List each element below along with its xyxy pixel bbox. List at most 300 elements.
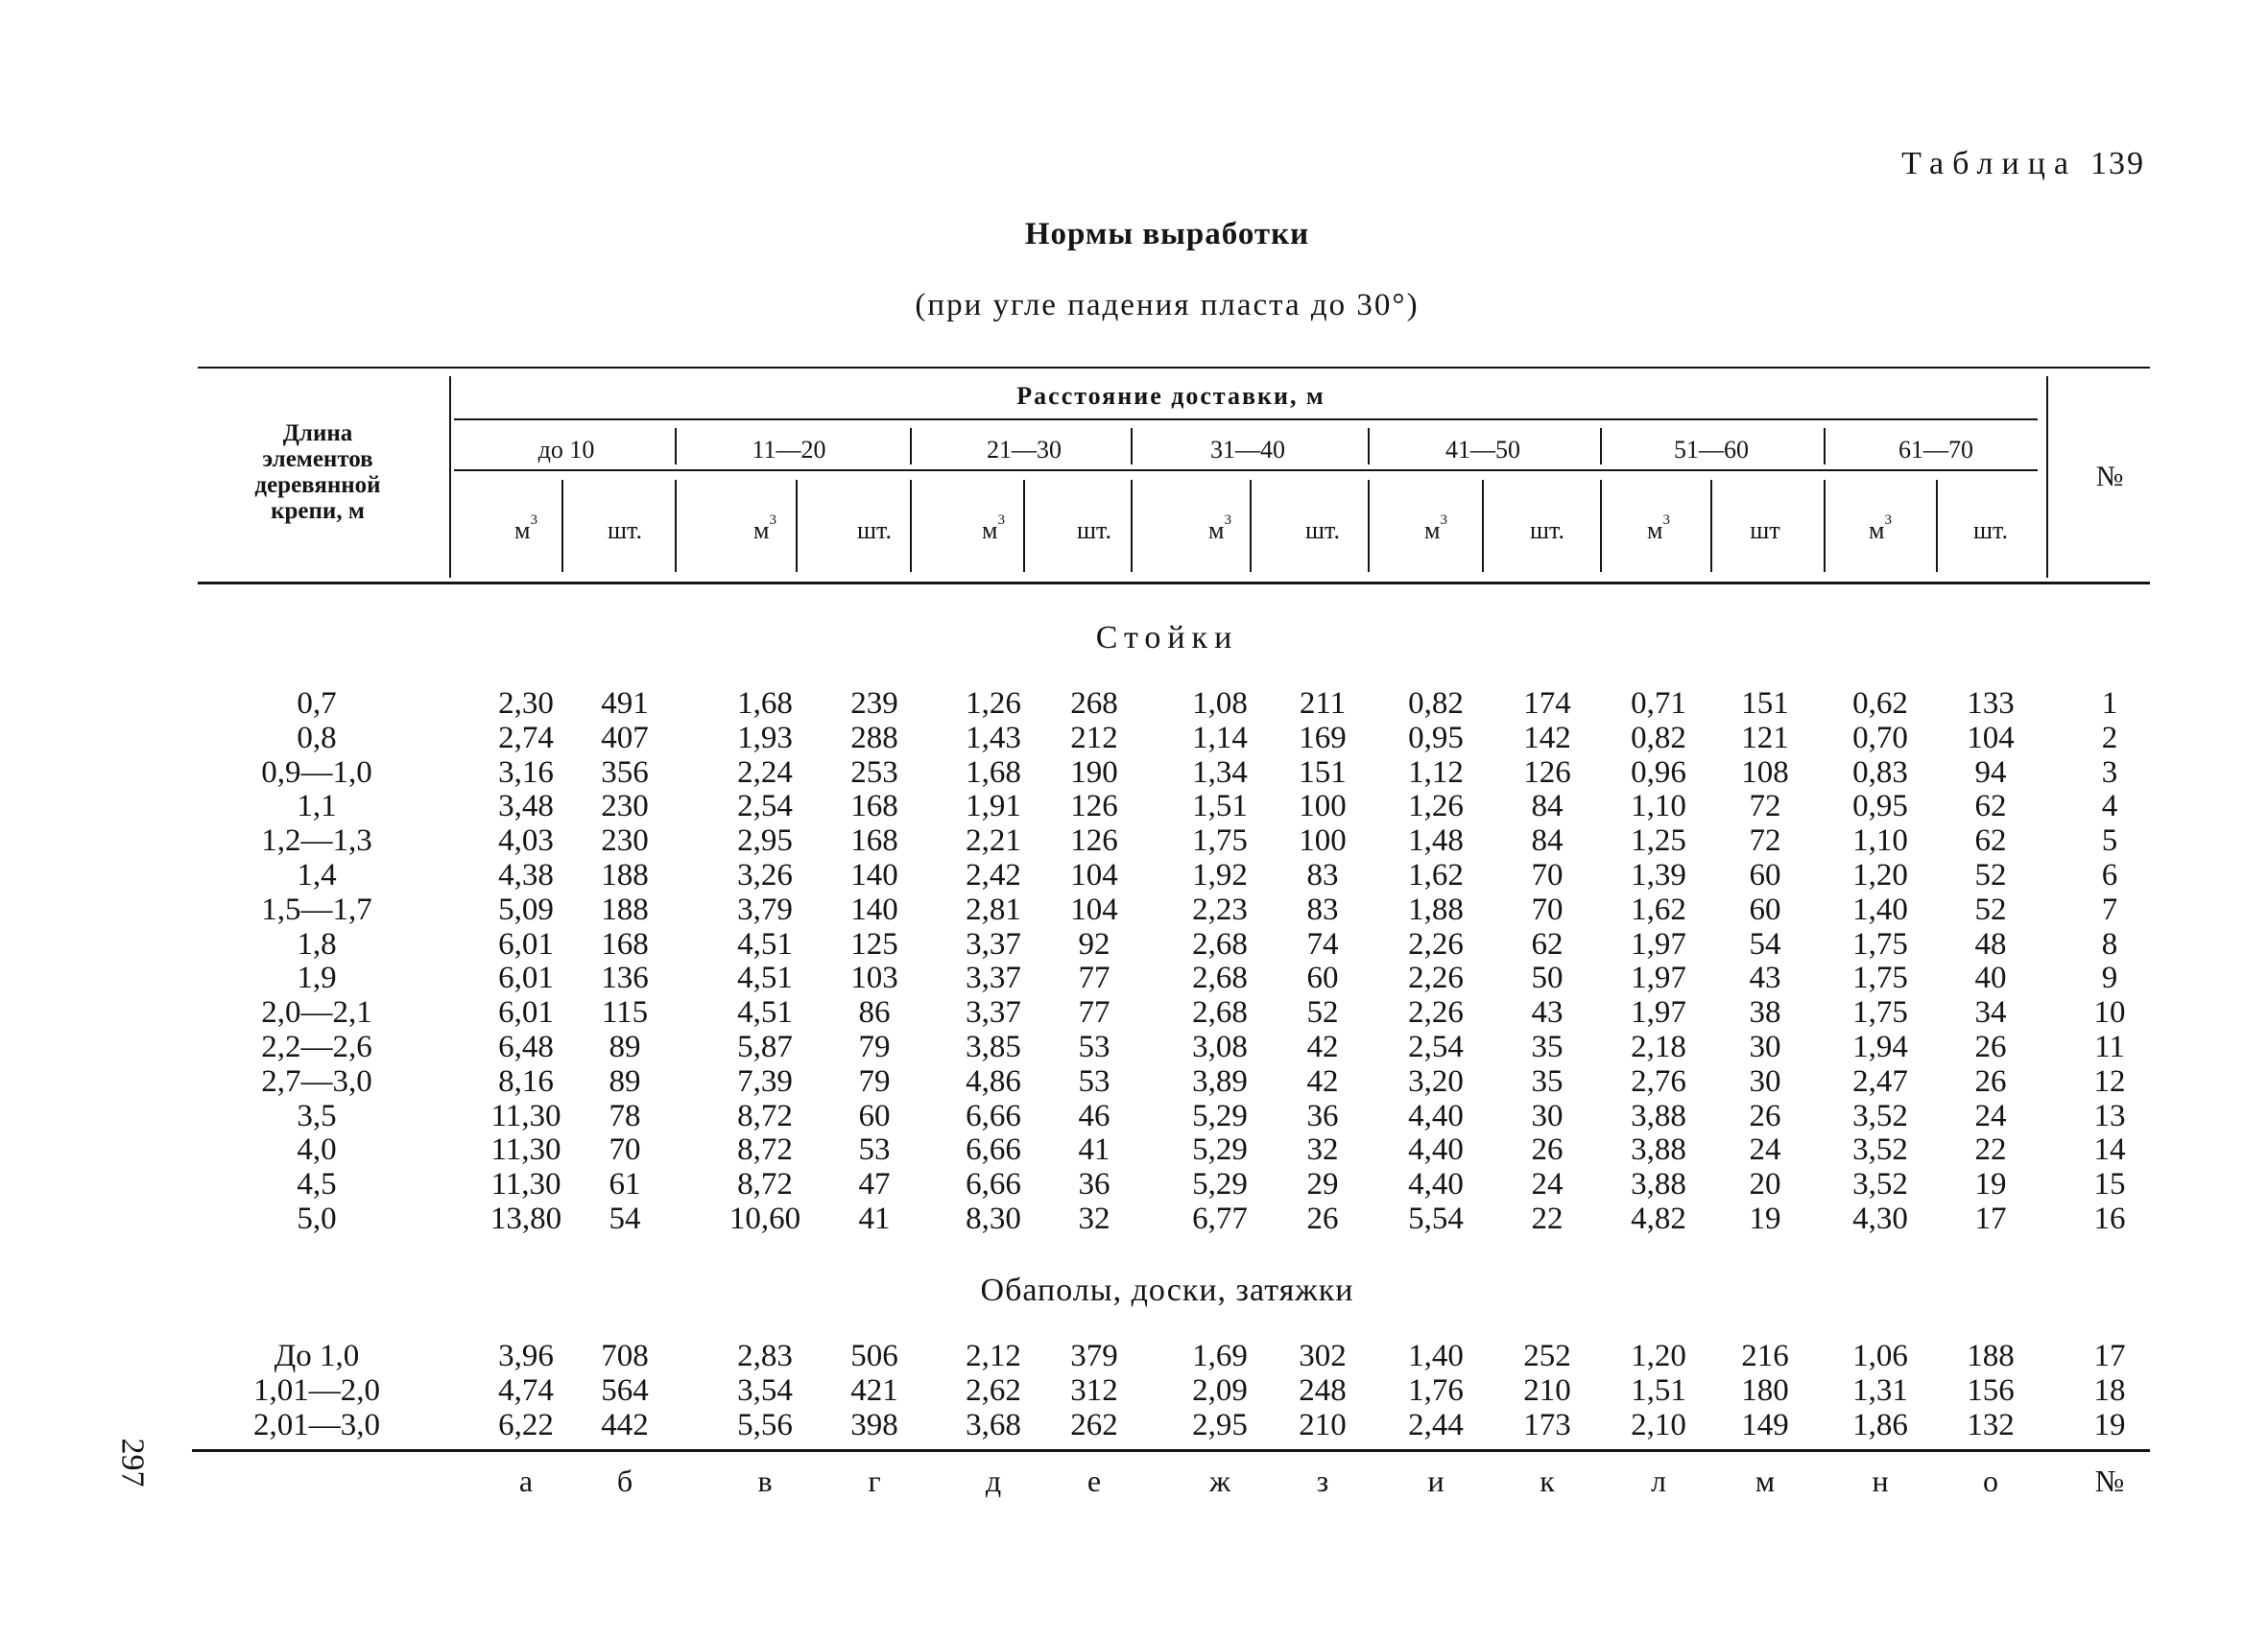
volume-cell: 2,68 — [1192, 995, 1248, 1031]
volume-cell: 1,40 — [1852, 892, 1908, 927]
volume-cell: 4,03 — [498, 823, 554, 859]
count-cell: 168 — [850, 823, 898, 859]
count-cell: 169 — [1299, 720, 1347, 755]
volume-cell: 3,16 — [498, 754, 554, 790]
count-cell: 100 — [1299, 789, 1347, 824]
first-column-header-line: деревянной — [254, 472, 381, 498]
volume-cell: 7,39 — [737, 1063, 793, 1099]
row-number: 6 — [2101, 858, 2118, 893]
volume-cell: 1,43 — [966, 720, 1021, 755]
range-divider — [910, 428, 912, 464]
volume-cell: 3,08 — [1192, 1030, 1248, 1064]
count-cell: 34 — [1974, 995, 2007, 1031]
count-cell: 43 — [1531, 995, 1564, 1031]
volume-cell: 1,62 — [1631, 892, 1686, 927]
unit-header: $м^3$ — [1647, 512, 1670, 544]
volume-cell: 1,86 — [1852, 1407, 1908, 1442]
count-cell: 50 — [1531, 961, 1564, 996]
volume-cell: 3,54 — [737, 1372, 793, 1408]
count-cell: 168 — [850, 789, 898, 824]
volume-cell: 1,14 — [1192, 720, 1248, 755]
column-letter: к — [1540, 1464, 1555, 1498]
volume-cell: 0,82 — [1631, 720, 1686, 755]
column-letter: а — [518, 1464, 534, 1498]
volume-cell: 6,77 — [1192, 1202, 1248, 1236]
row-length: 1,8 — [297, 926, 337, 962]
unit-header: шт. — [1530, 516, 1564, 544]
volume-cell: 1,88 — [1408, 892, 1464, 927]
volume-cell: 1,20 — [1631, 1339, 1686, 1373]
volume-cell: 1,34 — [1192, 754, 1248, 790]
volume-cell: 6,48 — [498, 1030, 554, 1064]
row-length: 1,1 — [297, 789, 337, 824]
count-cell: 151 — [1299, 754, 1347, 790]
volume-cell: 1,31 — [1852, 1372, 1908, 1408]
volume-cell: 1,97 — [1631, 995, 1686, 1031]
count-cell: 72 — [1749, 789, 1781, 824]
count-cell: 62 — [1974, 823, 2007, 859]
unit-header: шт. — [857, 516, 892, 544]
count-cell: 379 — [1070, 1339, 1118, 1373]
count-cell: 168 — [601, 926, 649, 962]
volume-cell: 0,95 — [1408, 720, 1464, 755]
row-number: 17 — [2093, 1339, 2126, 1373]
count-cell: 35 — [1531, 1063, 1564, 1099]
count-cell: 708 — [601, 1339, 649, 1373]
count-cell: 26 — [1749, 1098, 1781, 1133]
row-length: 0,8 — [297, 720, 337, 755]
volume-cell: 2,95 — [1192, 1407, 1248, 1442]
volume-cell: 1,76 — [1408, 1372, 1464, 1408]
table-label — [1901, 146, 2145, 182]
row-number: 15 — [2093, 1167, 2126, 1202]
row-number: 10 — [2093, 995, 2126, 1031]
volume-cell: 1,94 — [1852, 1030, 1908, 1064]
volume-cell: 1,12 — [1408, 754, 1464, 790]
unit-divider — [1824, 480, 1826, 572]
count-cell: 190 — [1070, 754, 1118, 790]
count-cell: 149 — [1741, 1407, 1789, 1442]
count-cell: 36 — [1078, 1167, 1110, 1202]
row-length: 2,01—3,0 — [253, 1407, 380, 1442]
count-cell: 104 — [1070, 858, 1118, 893]
volume-cell: 3,20 — [1408, 1063, 1464, 1099]
count-cell: 77 — [1078, 995, 1110, 1031]
volume-cell: 4,74 — [498, 1372, 554, 1408]
volume-cell: 3,89 — [1192, 1063, 1248, 1099]
count-cell: 239 — [850, 686, 898, 721]
volume-cell: 1,69 — [1192, 1339, 1248, 1373]
volume-cell: 2,76 — [1631, 1063, 1686, 1099]
count-cell: 268 — [1070, 686, 1118, 721]
count-cell: 42 — [1306, 1030, 1339, 1064]
row-number: 12 — [2093, 1063, 2126, 1099]
range-divider — [675, 428, 677, 464]
row-length: 5,0 — [297, 1202, 337, 1236]
volume-cell: 6,66 — [966, 1098, 1021, 1133]
first-column-header-line: крепи, м — [271, 498, 365, 524]
volume-cell: 2,26 — [1408, 995, 1464, 1031]
count-cell: 104 — [1967, 720, 2015, 755]
volume-cell: 3,96 — [498, 1339, 554, 1373]
row-number: 3 — [2101, 754, 2118, 790]
count-cell: 24 — [1974, 1098, 2007, 1133]
distance-range-header: 11—20 — [752, 436, 826, 464]
unit-header: $м^3$ — [514, 512, 537, 544]
count-cell: 26 — [1974, 1063, 2007, 1099]
count-cell: 60 — [858, 1098, 891, 1133]
row-number: 5 — [2101, 823, 2118, 859]
count-cell: 19 — [1974, 1167, 2007, 1202]
column-letter: б — [616, 1464, 633, 1498]
volume-cell: 1,68 — [737, 686, 793, 721]
volume-cell: 4,40 — [1408, 1098, 1464, 1133]
row-length: 0,9—1,0 — [261, 754, 372, 790]
count-cell: 407 — [601, 720, 649, 755]
row-length: 1,2—1,3 — [261, 823, 372, 859]
count-cell: 142 — [1523, 720, 1571, 755]
count-cell: 86 — [858, 995, 891, 1031]
volume-cell: 2,62 — [966, 1372, 1021, 1408]
count-cell: 94 — [1974, 754, 2007, 790]
volume-cell: 1,92 — [1192, 858, 1248, 893]
count-cell: 52 — [1306, 995, 1339, 1031]
count-cell: 104 — [1070, 892, 1118, 927]
volume-cell: 0,96 — [1631, 754, 1686, 790]
section-title: Обаполы, доски, затяжки — [980, 1273, 1354, 1308]
count-cell: 211 — [1299, 686, 1347, 721]
unit-header: $м^3$ — [1424, 512, 1447, 544]
count-cell: 43 — [1749, 961, 1781, 996]
volume-cell: 6,01 — [498, 926, 554, 962]
table-bottom-rule — [192, 1449, 2150, 1452]
row-number: 16 — [2093, 1202, 2126, 1236]
volume-cell: 3,26 — [737, 858, 793, 893]
count-cell: 188 — [1967, 1339, 2015, 1373]
count-cell: 174 — [1523, 686, 1571, 721]
volume-cell: 2,47 — [1852, 1063, 1908, 1099]
volume-cell: 1,97 — [1631, 926, 1686, 962]
count-cell: 210 — [1299, 1407, 1347, 1442]
header-right-divider — [2046, 376, 2048, 578]
volume-cell: 1,97 — [1631, 961, 1686, 996]
unit-divider — [1600, 480, 1602, 572]
row-length: 1,5—1,7 — [261, 892, 372, 927]
count-cell: 103 — [850, 961, 898, 996]
row-length: 3,5 — [297, 1098, 337, 1133]
count-cell: 60 — [1749, 858, 1781, 893]
count-cell: 24 — [1531, 1167, 1564, 1202]
volume-cell: 1,20 — [1852, 858, 1908, 893]
volume-cell: 8,16 — [498, 1063, 554, 1099]
volume-cell: 10,60 — [728, 1202, 801, 1236]
volume-cell: 3,85 — [966, 1030, 1021, 1064]
unit-header: $м^3$ — [982, 512, 1005, 544]
count-cell: 26 — [1974, 1030, 2007, 1064]
column-letter: ж — [1208, 1464, 1231, 1498]
row-length: 2,7—3,0 — [261, 1063, 372, 1099]
column-letter: и — [1427, 1464, 1444, 1498]
volume-cell: 1,75 — [1852, 995, 1908, 1031]
column-letter: в — [757, 1464, 773, 1498]
count-cell: 32 — [1078, 1202, 1110, 1236]
count-cell: 115 — [601, 995, 649, 1031]
footer-number-label: № — [2094, 1464, 2125, 1498]
volume-cell: 1,08 — [1192, 686, 1248, 721]
count-cell: 77 — [1078, 961, 1110, 996]
range-divider — [1368, 428, 1370, 464]
count-cell: 70 — [1531, 858, 1564, 893]
count-cell: 41 — [1078, 1132, 1110, 1168]
volume-cell: 1,93 — [737, 720, 793, 755]
volume-cell: 6,01 — [498, 995, 554, 1031]
count-cell: 62 — [1531, 926, 1564, 962]
table-label-word: Таблица — [1901, 146, 2077, 181]
volume-cell: 0,62 — [1852, 686, 1908, 721]
volume-cell: 1,51 — [1192, 789, 1248, 824]
volume-cell: 2,95 — [737, 823, 793, 859]
group-title-rule — [454, 418, 2038, 420]
volume-cell: 3,37 — [966, 961, 1021, 996]
count-cell: 20 — [1749, 1167, 1781, 1202]
count-cell: 126 — [1523, 754, 1571, 790]
volume-cell: 5,29 — [1192, 1167, 1248, 1202]
volume-cell: 4,51 — [737, 926, 793, 962]
volume-cell: 4,82 — [1631, 1202, 1686, 1236]
volume-cell: 4,51 — [737, 961, 793, 996]
volume-cell: 5,56 — [737, 1407, 793, 1442]
volume-cell: 2,09 — [1192, 1372, 1248, 1408]
unit-header: шт. — [608, 516, 642, 544]
volume-cell: 5,29 — [1192, 1132, 1248, 1168]
range-divider — [1600, 428, 1602, 464]
volume-cell: 1,06 — [1852, 1339, 1908, 1373]
count-cell: 72 — [1749, 823, 1781, 859]
volume-cell: 5,54 — [1408, 1202, 1464, 1236]
page-title: Нормы выработки — [1024, 217, 1310, 251]
first-column-header — [217, 420, 418, 524]
count-cell: 61 — [609, 1167, 641, 1202]
volume-cell: 2,18 — [1631, 1030, 1686, 1064]
count-cell: 53 — [1078, 1030, 1110, 1064]
count-cell: 38 — [1749, 995, 1781, 1031]
volume-cell: 6,01 — [498, 961, 554, 996]
volume-cell: 2,26 — [1408, 926, 1464, 962]
count-cell: 30 — [1749, 1030, 1781, 1064]
row-number: 2 — [2101, 720, 2118, 755]
count-cell: 83 — [1306, 858, 1339, 893]
volume-cell: 0,70 — [1852, 720, 1908, 755]
count-cell: 42 — [1306, 1063, 1339, 1099]
count-cell: 140 — [850, 858, 898, 893]
row-number: 1 — [2101, 686, 2118, 721]
count-cell: 74 — [1306, 926, 1339, 962]
count-cell: 421 — [850, 1372, 898, 1408]
first-column-header-line: элементов — [262, 446, 373, 472]
table-label-number: 139 — [2090, 146, 2145, 181]
unit-header: шт. — [1077, 516, 1111, 544]
distance-range-header: 21—30 — [987, 436, 1062, 464]
distance-range-header: до 10 — [537, 436, 595, 464]
count-cell: 121 — [1741, 720, 1789, 755]
volume-cell: 2,12 — [966, 1339, 1021, 1373]
volume-cell: 1,48 — [1408, 823, 1464, 859]
row-number: 14 — [2093, 1132, 2126, 1168]
count-cell: 89 — [609, 1030, 641, 1064]
count-cell: 84 — [1531, 789, 1564, 824]
distance-range-header: 61—70 — [1898, 436, 1973, 464]
count-cell: 100 — [1299, 823, 1347, 859]
count-cell: 108 — [1741, 754, 1789, 790]
count-cell: 210 — [1523, 1372, 1571, 1408]
count-cell: 156 — [1967, 1372, 2015, 1408]
count-cell: 252 — [1523, 1339, 1571, 1373]
volume-cell: 1,10 — [1631, 789, 1686, 824]
volume-cell: 8,30 — [966, 1202, 1021, 1236]
volume-cell: 0,71 — [1631, 686, 1686, 721]
page-number: 297 — [114, 1438, 151, 1488]
column-letter: г — [868, 1464, 881, 1498]
count-cell: 54 — [609, 1202, 641, 1236]
volume-cell: 2,74 — [498, 720, 554, 755]
volume-cell: 11,30 — [490, 1167, 561, 1202]
count-cell: 288 — [850, 720, 898, 755]
column-letter: е — [1086, 1464, 1102, 1498]
count-cell: 32 — [1306, 1132, 1339, 1168]
number-column-header: № — [2095, 461, 2124, 492]
volume-cell: 3,48 — [498, 789, 554, 824]
volume-cell: 1,75 — [1192, 823, 1248, 859]
count-cell: 230 — [601, 823, 649, 859]
count-cell: 62 — [1974, 789, 2007, 824]
count-cell: 19 — [1749, 1202, 1781, 1236]
row-number: 8 — [2101, 926, 2118, 962]
volume-cell: 1,26 — [966, 686, 1021, 721]
volume-cell: 2,68 — [1192, 926, 1248, 962]
count-cell: 92 — [1078, 926, 1110, 962]
count-cell: 26 — [1531, 1132, 1564, 1168]
volume-cell: 11,30 — [490, 1132, 561, 1168]
count-cell: 216 — [1741, 1339, 1789, 1373]
count-cell: 133 — [1967, 686, 2015, 721]
count-cell: 47 — [858, 1167, 891, 1202]
row-number: 4 — [2101, 789, 2118, 824]
volume-cell: 2,42 — [966, 858, 1021, 893]
volume-cell: 1,51 — [1631, 1372, 1686, 1408]
volume-cell: 1,75 — [1852, 926, 1908, 962]
count-cell: 48 — [1974, 926, 2007, 962]
count-cell: 442 — [601, 1407, 649, 1442]
row-length: До 1,0 — [274, 1339, 360, 1373]
header-bottom-rule — [198, 582, 2150, 584]
count-cell: 36 — [1306, 1098, 1339, 1133]
count-cell: 173 — [1523, 1407, 1571, 1442]
count-cell: 84 — [1531, 823, 1564, 859]
volume-cell: 2,26 — [1408, 961, 1464, 996]
count-cell: 70 — [609, 1132, 641, 1168]
volume-cell: 6,22 — [498, 1407, 554, 1442]
header-left-divider — [449, 376, 451, 578]
count-cell: 46 — [1078, 1098, 1110, 1133]
volume-cell: 3,68 — [966, 1407, 1021, 1442]
volume-cell: 2,68 — [1192, 961, 1248, 996]
volume-cell: 8,72 — [737, 1098, 793, 1133]
count-cell: 564 — [601, 1372, 649, 1408]
volume-cell: 5,09 — [498, 892, 554, 927]
count-cell: 126 — [1070, 823, 1118, 859]
unit-header: шт — [1750, 516, 1780, 544]
volume-cell: 4,38 — [498, 858, 554, 893]
volume-cell: 2,54 — [737, 789, 793, 824]
volume-cell: 1,75 — [1852, 961, 1908, 996]
count-cell: 140 — [850, 892, 898, 927]
count-cell: 312 — [1070, 1372, 1118, 1408]
volume-cell: 1,39 — [1631, 858, 1686, 893]
count-cell: 262 — [1070, 1407, 1118, 1442]
count-cell: 506 — [850, 1339, 898, 1373]
volume-cell: 3,52 — [1852, 1132, 1908, 1168]
count-cell: 30 — [1749, 1063, 1781, 1099]
count-cell: 230 — [601, 789, 649, 824]
volume-cell: 4,86 — [966, 1063, 1021, 1099]
volume-cell: 1,91 — [966, 789, 1021, 824]
volume-cell: 2,81 — [966, 892, 1021, 927]
volume-cell: 3,52 — [1852, 1098, 1908, 1133]
group-title: Расстояние доставки, м — [1016, 382, 1325, 410]
volume-cell: 4,40 — [1408, 1132, 1464, 1168]
count-cell: 356 — [601, 754, 649, 790]
count-cell: 126 — [1070, 789, 1118, 824]
volume-cell: 1,26 — [1408, 789, 1464, 824]
row-length: 1,9 — [297, 961, 337, 996]
row-length: 0,7 — [297, 686, 337, 721]
count-cell: 79 — [858, 1063, 891, 1099]
volume-cell: 3,79 — [737, 892, 793, 927]
volume-cell: 8,72 — [737, 1132, 793, 1168]
row-number: 11 — [2094, 1030, 2125, 1064]
unit-header: шт. — [1973, 516, 2008, 544]
count-cell: 17 — [1974, 1202, 2007, 1236]
volume-cell: 8,72 — [737, 1167, 793, 1202]
volume-cell: 1,62 — [1408, 858, 1464, 893]
count-cell: 253 — [850, 754, 898, 790]
count-cell: 22 — [1974, 1132, 2007, 1168]
count-cell: 136 — [601, 961, 649, 996]
volume-cell: 2,54 — [1408, 1030, 1464, 1064]
row-number: 18 — [2093, 1372, 2126, 1408]
count-cell: 302 — [1299, 1339, 1347, 1373]
count-cell: 40 — [1974, 961, 2007, 996]
page-subtitle: (при угле падения пласта до 30°) — [915, 288, 1420, 322]
ranges-rule — [454, 469, 2038, 471]
column-letter: м — [1755, 1464, 1776, 1498]
row-length: 1,01—2,0 — [253, 1372, 380, 1408]
volume-cell: 6,66 — [966, 1167, 1021, 1202]
volume-cell: 13,80 — [489, 1202, 562, 1236]
row-length: 2,0—2,1 — [261, 995, 372, 1031]
count-cell: 70 — [1531, 892, 1564, 927]
column-letter: л — [1651, 1464, 1666, 1498]
distance-range-header: 31—40 — [1210, 436, 1285, 464]
count-cell: 398 — [850, 1407, 898, 1442]
count-cell: 78 — [609, 1098, 641, 1133]
volume-cell: 3,88 — [1631, 1098, 1686, 1133]
volume-cell: 4,40 — [1408, 1167, 1464, 1202]
count-cell: 79 — [858, 1030, 891, 1064]
volume-cell: 0,95 — [1852, 789, 1908, 824]
count-cell: 24 — [1749, 1132, 1781, 1168]
volume-cell: 3,88 — [1631, 1167, 1686, 1202]
